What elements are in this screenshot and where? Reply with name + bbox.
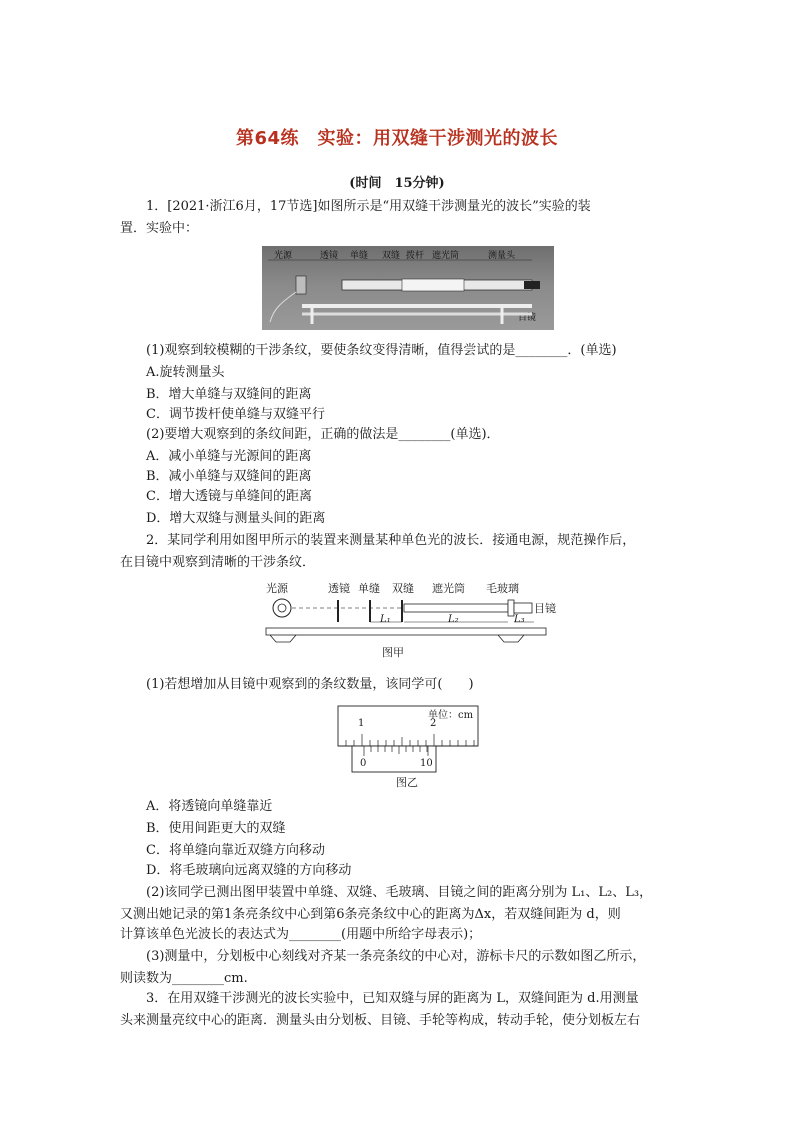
caliper-unit: 单位：cm [428,710,474,721]
fig-a-L1: L₁ [380,614,391,625]
q3-stem-line2: 头来测量亮纹中心的距离．测量头由分划板、目镜、手轮等构成，转动手轮，使分划板左右 [120,1013,641,1028]
q2-stem-line2: 在目镜中观察到清晰的干涉条纹． [120,555,316,570]
fig-a-caption: 图甲 [382,646,404,659]
fig-a-label-eyepiece: 目镜 [534,602,556,615]
q1-stem-line1: 1．[2021·浙江6月，17节选]如图所示是“用双缝干涉测量光的波长”实验的装 [146,199,591,214]
q2-part1-option-a: A．将透镜向单缝靠近 [146,799,273,814]
photo-label-tube: 遮光筒 [432,251,460,261]
q1-part1-option-a: A.旋转测量头 [146,365,225,380]
q2-part2-line1: (2)该同学已测出图甲装置中单缝、双缝、毛玻璃、目镜之间的距离分别为 L₁、L₂、L₃， [146,885,653,900]
figure-b-caliper [336,704,480,794]
page-title: 第64练 实验：用双缝干涉测光的波长 [235,128,559,149]
q2-part1-option-b: B．使用间距更大的双缝 [146,821,286,836]
q2-part3-line1: (3)测量中，分划板中心刻线对齐某一条亮条纹的中心对，游标卡尺的示数如图乙所示， [146,949,646,964]
photo-label-lens: 透镜 [320,251,339,261]
q1-part2-option-d: D．增大双缝与测量头间的距离 [146,511,326,526]
q3-stem-line1: 3．在用双缝干涉测光的波长实验中，已知双缝与屏的距离为 L，双缝间距为 d.用测量 [146,991,639,1006]
caliper-vernier-0: 0 [360,758,367,769]
time-limit: (时间 15分钟) [349,176,445,191]
apparatus-photo [262,246,554,330]
q1-part2-option-b: B．减小单缝与双缝间的距离 [146,469,312,484]
q2-part2-line3: 计算该单色光波长的表达式为________(用题中所给字母表示)； [120,927,482,942]
photo-label-lever: 拨杆 [406,251,425,261]
fig-a-L3: L₃ [514,614,525,625]
apparatus-drawing [262,246,554,330]
fig-a-label-double-slit: 双缝 [392,582,414,595]
photo-label-measuring-head: 测量头 [488,251,516,261]
q1-part2-option-c: C．增大透镜与单缝间的距离 [146,489,312,504]
photo-label-light-source: 光源 [274,251,293,261]
fig-a-label-single-slit: 单缝 [358,582,380,595]
fig-a-drawing [262,594,562,654]
q1-part1: (1)观察到较模糊的干涉条纹，要使条纹变得清晰，值得尝试的是________．(单选) [146,343,617,358]
photo-label-double-slit: 双缝 [382,251,401,261]
fig-a-L2: L₂ [448,614,459,625]
q2-part3-line2: 则读数为________cm. [120,971,248,986]
photo-label-single-slit: 单缝 [350,251,369,261]
q2-part1-option-d: D．将毛玻璃向远离双缝的方向移动 [146,863,352,878]
q2-part1: (1)若想增加从目镜中观察到的条纹数量，该同学可( ) [146,677,474,692]
q1-part1-option-c: C．调节拨杆使单缝与双缝平行 [146,407,325,422]
fig-a-label-ground-glass: 毛玻璃 [486,582,519,595]
q2-part1-option-c: C．将单缝向靠近双缝方向移动 [146,843,325,858]
caliper-vernier-10: 10 [420,758,433,769]
fig-a-label-tube: 遮光筒 [432,582,465,595]
fig-a-label-light-source: 光源 [266,582,288,595]
caliper-main-1: 1 [358,718,365,729]
caliper-main-2: 2 [430,718,437,729]
q1-part2: (2)要增大观察到的条纹间距，正确的做法是________(单选)． [146,427,500,442]
q2-part2-line2: 又测出她记录的第1条亮条纹中心到第6条亮条纹中心的距离为Δx，若双缝间距为 d，则 [120,907,621,922]
q1-part2-option-a: A．减小单缝与光源间的距离 [146,449,312,464]
q2-stem-line1: 2．某同学利用如图甲所示的装置来测量某种单色光的波长．接通电源，规范操作后， [146,533,636,548]
q1-part1-option-b: B．增大单缝与双缝间的距离 [146,387,312,402]
fig-a-label-lens: 透镜 [328,582,350,595]
figure-a [262,578,562,658]
photo-label-eyepiece: 目镜 [518,313,537,323]
q1-stem-line2: 置．实验中： [120,221,199,236]
fig-b-caption: 图乙 [396,776,418,789]
